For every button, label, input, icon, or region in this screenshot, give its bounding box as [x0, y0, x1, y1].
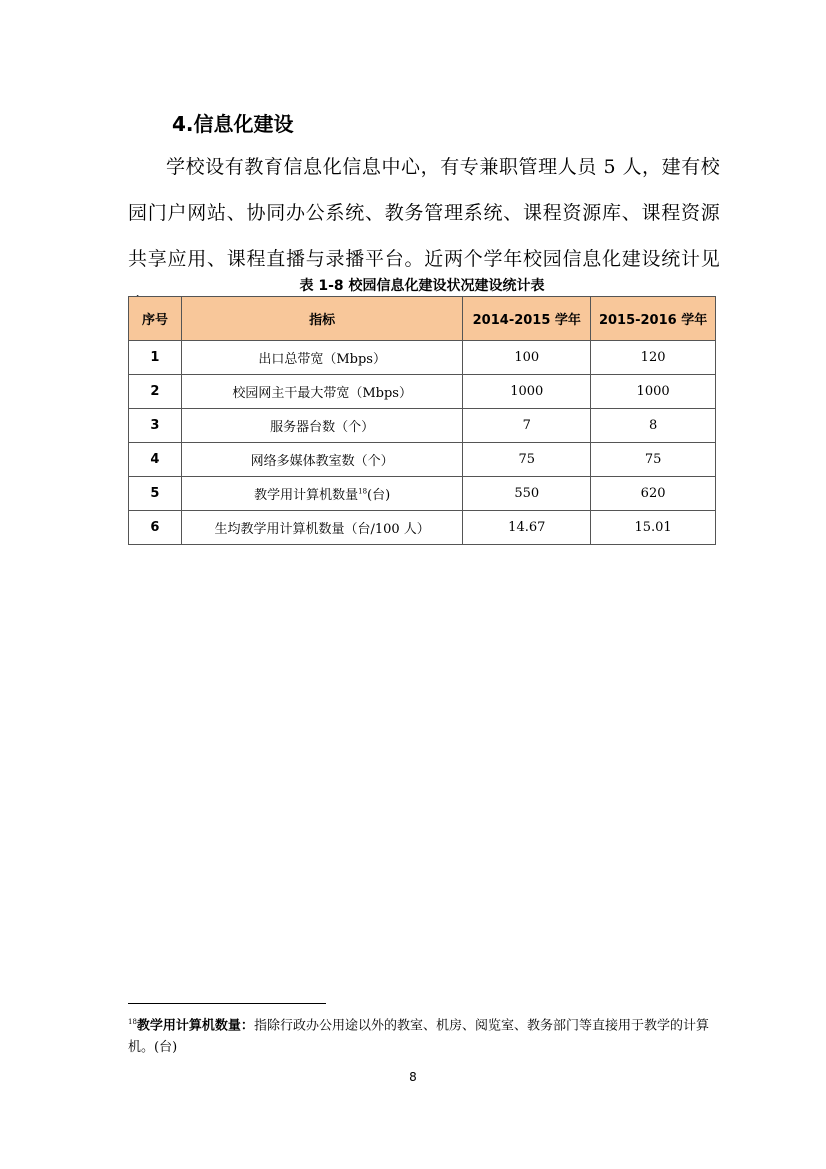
row-value-2015: 75: [591, 443, 716, 477]
footnote-ref: 18: [358, 487, 368, 496]
row-no: 6: [129, 511, 182, 545]
row-value-2015: 8: [591, 409, 716, 443]
footnote-marker: 18: [128, 1018, 137, 1026]
footnote-term: 教学用计算机数量：: [136, 1018, 254, 1034]
row-no: 5: [129, 477, 182, 511]
row-value-2015: 1000: [591, 375, 716, 409]
row-value-2015: 15.01: [591, 511, 716, 545]
row-value-2015: 620: [591, 477, 716, 511]
row-indicator: 生均教学用计算机数量（台/100 人）: [181, 511, 462, 545]
header-year-2015: 2015-2016 学年: [591, 297, 716, 341]
row-indicator: [181, 477, 462, 511]
row-indicator: 网络多媒体教室数（个）: [181, 443, 462, 477]
info-stats-table: [128, 296, 716, 545]
row-indicator: 出口总带宽（Mbps）: [181, 341, 462, 375]
page-number: 8: [409, 1070, 417, 1084]
table-row: [129, 409, 716, 443]
section-heading: 4.信息化建设: [172, 112, 294, 136]
table-row: [129, 443, 716, 477]
footnote: [128, 1011, 720, 1059]
row-no: 2: [129, 375, 182, 409]
row-value-2014: 75: [463, 443, 591, 477]
row-value-2014: 7: [463, 409, 591, 443]
header-no: 序号: [129, 297, 182, 341]
row-no: 4: [129, 443, 182, 477]
row-value-2015: 120: [591, 341, 716, 375]
row-value-2014: 1000: [463, 375, 591, 409]
table-row: [129, 511, 716, 545]
table-row: [129, 341, 716, 375]
row-value-2014: 550: [463, 477, 591, 511]
header-year-2014: 2014-2015 学年: [463, 297, 591, 341]
header-indicator: 指标: [181, 297, 462, 341]
table-caption: 表 1-8 校园信息化建设状况建设统计表: [299, 278, 545, 294]
footnote-separator: [128, 1003, 326, 1004]
row-indicator: 服务器台数（个）: [181, 409, 462, 443]
row-no: 1: [129, 341, 182, 375]
row-indicator-unit: (台): [367, 488, 391, 503]
row-indicator: 校园网主干最大带宽（Mbps）: [181, 375, 462, 409]
row-indicator-text: 教学用计算机数量: [254, 488, 359, 503]
table-row: [129, 375, 716, 409]
footnote-text: 指除行政办公用途以外的教室、机房、阅览室、教务部门等直接用于教学的计算机。(台): [128, 1018, 709, 1056]
row-no: 3: [129, 409, 182, 443]
row-value-2014: 100: [463, 341, 591, 375]
table-header-row: [129, 297, 716, 341]
body-paragraph: 学校设有教育信息化信息中心，有专兼职管理人员 5 人，建有校园门户网站、协同办公系统、教务管理系统、课程资源库、课程资源共享应用、课程直播与录播平台。近两个学年校园信息化建设统计见: [128, 156, 720, 270]
table-row: [129, 477, 716, 511]
row-value-2014: 14.67: [463, 511, 591, 545]
